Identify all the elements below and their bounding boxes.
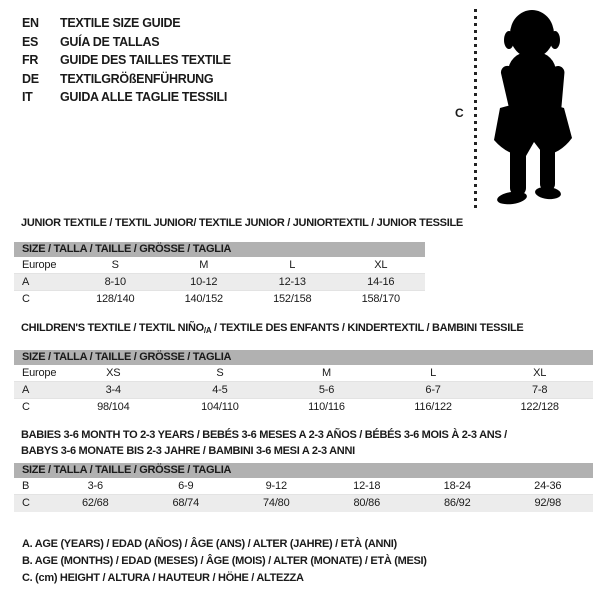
size-cell: 9-12 (265, 480, 287, 492)
language-code: ES (22, 34, 39, 49)
table-row (14, 365, 593, 382)
size-cell: XL (374, 259, 388, 271)
language-code: DE (22, 71, 39, 86)
size-cell: 6-7 (425, 384, 441, 396)
size-cell: 80/86 (353, 497, 381, 509)
size-cell: 3-6 (87, 480, 103, 492)
table-title: JUNIOR TEXTILE / TEXTIL JUNIOR/ TEXTILE JUNIOR / JUNIORTEXTIL / JUNIOR TESSILE (21, 217, 463, 229)
size-cell: 68/74 (172, 497, 200, 509)
row-label: C (22, 497, 30, 509)
size-cell: 104/110 (201, 401, 239, 413)
footnote-height-cm: C. (cm) HEIGHT / ALTURA / HAUTEUR / HÖHE / ALTEZZA (22, 572, 304, 584)
size-cell: 14-16 (367, 276, 395, 288)
row-label: C (22, 401, 30, 413)
size-cell: S (111, 259, 119, 271)
size-cell: 62/68 (81, 497, 109, 509)
size-cell: 74/80 (262, 497, 290, 509)
table-row (14, 478, 593, 495)
table-title-text: CHILDREN'S TEXTILE / TEXTIL NIÑO (21, 322, 204, 334)
size-cell: 140/152 (184, 293, 223, 305)
language-row (22, 70, 231, 89)
size-cell: 12-13 (278, 276, 306, 288)
size-header-bar: SIZE / TALLA / TAILLE / GRÖSSE / TAGLIA (14, 350, 593, 365)
size-cell: 86/92 (443, 497, 471, 509)
size-cell: 8-10 (104, 276, 126, 288)
size-cell: 122/128 (520, 401, 559, 413)
row-label: A (22, 384, 30, 396)
size-cell: 158/170 (361, 293, 400, 305)
size-cell: L (289, 259, 296, 271)
height-marker-label: C (455, 106, 464, 120)
junior-size-table (14, 217, 463, 308)
size-cell: L (430, 367, 437, 379)
table-row (14, 398, 593, 416)
size-cell: 116/122 (414, 401, 452, 413)
language-code: IT (22, 90, 33, 105)
size-cell: 18-24 (443, 480, 471, 492)
toddler-silhouette-icon (484, 8, 596, 208)
size-cell: M (322, 367, 331, 379)
footnote-age-months: B. AGE (MONTHS) / EDAD (MESES) / ÂGE (MOIS) / ALTER (MONATE) / ETÀ (MESI) (22, 555, 427, 567)
row-label: C (22, 293, 30, 305)
language-row (22, 33, 231, 52)
size-cell: 4-5 (212, 384, 228, 396)
language-row (22, 88, 231, 107)
table-title-text: / TEXTILE DES ENFANTS / KINDERTEXTIL / BAMBINI TESSILE (211, 322, 524, 334)
size-cell: XS (106, 367, 121, 379)
size-cell: S (216, 367, 224, 379)
language-title-block (22, 14, 231, 107)
size-cell: 10-12 (190, 276, 218, 288)
height-marker-line (474, 9, 477, 208)
size-cell: 128/140 (96, 293, 135, 305)
size-cell: 7-8 (532, 384, 548, 396)
table-row (14, 494, 593, 512)
size-cell: 152/158 (273, 293, 312, 305)
size-cell: 3-4 (105, 384, 121, 396)
row-label: Europe (22, 367, 57, 379)
size-cell: XL (533, 367, 547, 379)
language-title: GUIDA ALLE TAGLIE TESSILI (60, 90, 228, 105)
table-row (14, 381, 593, 399)
children-size-table (14, 322, 593, 416)
size-cell: 98/104 (97, 401, 130, 413)
babies-size-table (14, 427, 593, 512)
size-cell: 24-36 (534, 480, 562, 492)
size-header-bar: SIZE / TALLA / TAILLE / GRÖSSE / TAGLIA (14, 242, 425, 257)
table-title (21, 427, 593, 459)
size-cell: 92/98 (534, 497, 562, 509)
table-title (21, 322, 593, 337)
row-label: A (22, 276, 30, 288)
table-title-line: BABYS 3-6 MONATE BIS 2-3 JAHRE / BAMBINI 3-6 MESI A 2-3 ANNI (21, 445, 355, 457)
table-row (14, 290, 425, 308)
row-label: Europe (22, 259, 57, 271)
language-title: GUIDE DES TAILLES TEXTILE (60, 53, 231, 68)
size-cell: 6-9 (178, 480, 194, 492)
language-title: TEXTILGRÖßENFÜHRUNG (60, 71, 214, 86)
footnotes (22, 536, 427, 587)
table-title-line: BABIES 3-6 MONTH TO 2-3 YEARS / BEBÉS 3-6 MESES A 2-3 AÑOS / BÉBÉS 3-6 MOIS À 2-3 ANS / (21, 429, 507, 441)
size-cell: 12-18 (353, 480, 381, 492)
table-row (14, 257, 425, 274)
language-code: FR (22, 53, 39, 68)
size-cell: M (199, 259, 209, 271)
footnote-age-years: A. AGE (YEARS) / EDAD (AÑOS) / ÂGE (ANS) / ALTER (JAHRE) / ETÀ (ANNI) (22, 538, 397, 550)
size-cell: 110/116 (308, 401, 345, 413)
row-label: B (22, 480, 30, 492)
table-row (14, 273, 425, 291)
language-row (22, 14, 231, 33)
size-header-bar: SIZE / TALLA / TAILLE / GRÖSSE / TAGLIA (14, 463, 593, 478)
language-row (22, 51, 231, 70)
language-title: GUÍA DE TALLAS (60, 34, 160, 49)
table-title-subscript: /A (203, 326, 212, 335)
language-title: TEXTILE SIZE GUIDE (60, 16, 181, 31)
language-code: EN (22, 16, 39, 31)
size-cell: 5-6 (318, 384, 335, 396)
